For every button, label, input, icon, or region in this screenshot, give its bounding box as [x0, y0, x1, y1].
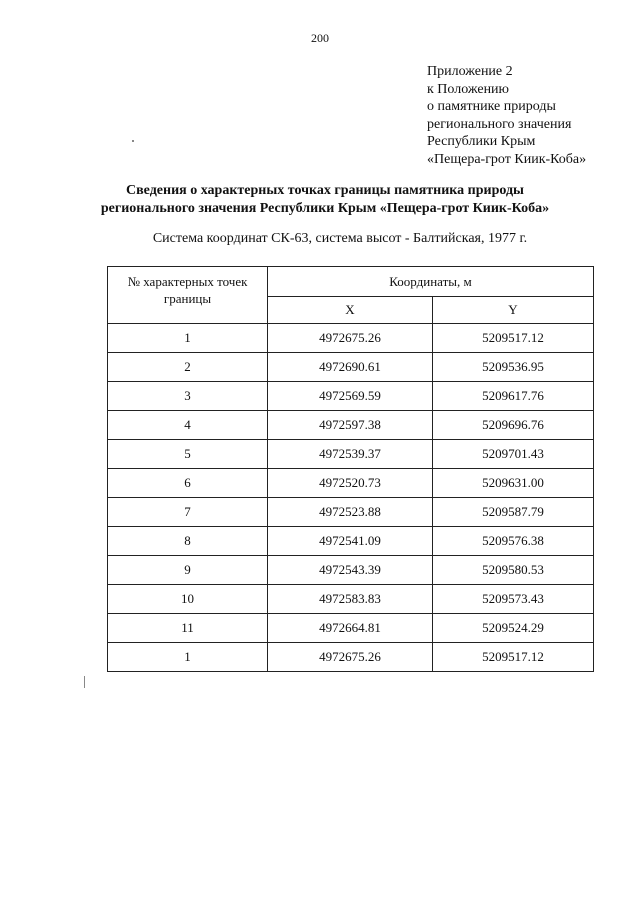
scan-speck [84, 676, 85, 688]
table-row [108, 353, 594, 382]
x-cell: 4972520.73 [268, 469, 433, 498]
y-cell: 5209536.95 [433, 353, 594, 382]
y-cell: 5209696.76 [433, 411, 594, 440]
point-cell: 5 [108, 440, 268, 469]
x-cell: 4972541.09 [268, 527, 433, 556]
x-cell: 4972664.81 [268, 614, 433, 643]
point-cell: 7 [108, 498, 268, 527]
table-row [108, 382, 594, 411]
table-row [108, 498, 594, 527]
y-cell: 5209517.12 [433, 643, 594, 672]
document-title-line: регионального значения Республики Крым «Пещера-грот Киик-Коба» [100, 201, 550, 216]
y-cell: 5209573.43 [433, 585, 594, 614]
y-cell: 5209517.12 [433, 324, 594, 353]
table-row [108, 643, 594, 672]
appendix-block [427, 63, 586, 168]
y-cell: 5209701.43 [433, 440, 594, 469]
x-cell: 4972569.59 [268, 382, 433, 411]
point-cell: 10 [108, 585, 268, 614]
point-number-header: № характерных точек границы [108, 267, 268, 324]
document-title [60, 182, 590, 218]
x-header: X [268, 297, 433, 324]
y-cell: 5209617.76 [433, 382, 594, 411]
appendix-line: Республики Крым [427, 134, 536, 149]
x-cell: 4972583.83 [268, 585, 433, 614]
table-row [108, 585, 594, 614]
point-cell: 1 [108, 324, 268, 353]
appendix-line: о памятнике природы [427, 99, 556, 114]
x-cell: 4972523.88 [268, 498, 433, 527]
point-cell: 3 [108, 382, 268, 411]
x-cell: 4972675.26 [268, 324, 433, 353]
appendix-line: к Положению [427, 81, 510, 97]
y-cell: 5209524.29 [433, 614, 594, 643]
y-header: Y [433, 297, 594, 324]
coordinates-header: Координаты, м [268, 267, 594, 297]
y-cell: 5209576.38 [433, 527, 594, 556]
appendix-line: «Пещера-грот Киик-Коба» [427, 151, 587, 167]
table-row [108, 440, 594, 469]
page-number: 200 [311, 31, 329, 45]
point-cell: 9 [108, 556, 268, 585]
y-cell: 5209587.79 [433, 498, 594, 527]
table-row [108, 324, 594, 353]
scan-speck [132, 140, 134, 142]
x-cell: 4972539.37 [268, 440, 433, 469]
point-cell: 11 [108, 614, 268, 643]
point-cell: 8 [108, 527, 268, 556]
table-row [108, 411, 594, 440]
x-cell: 4972543.39 [268, 556, 433, 585]
coordinate-system-note: Система координат СК-63, система высот - Балтийская, 1977 г. [152, 231, 528, 246]
point-cell: 4 [108, 411, 268, 440]
x-cell: 4972690.61 [268, 353, 433, 382]
coordinates-table [107, 266, 594, 672]
x-cell: 4972597.38 [268, 411, 433, 440]
table-row [108, 527, 594, 556]
table-row [108, 469, 594, 498]
x-cell: 4972675.26 [268, 643, 433, 672]
table-row [108, 556, 594, 585]
point-cell: 2 [108, 353, 268, 382]
appendix-line: регионального значения [427, 116, 572, 132]
point-cell: 1 [108, 643, 268, 672]
point-cell: 6 [108, 469, 268, 498]
document-title-line: Сведения о характерных точках границы памятника природы [126, 183, 524, 198]
appendix-line: Приложение 2 [427, 64, 513, 79]
y-cell: 5209580.53 [433, 556, 594, 585]
table-row [108, 614, 594, 643]
y-cell: 5209631.00 [433, 469, 594, 498]
